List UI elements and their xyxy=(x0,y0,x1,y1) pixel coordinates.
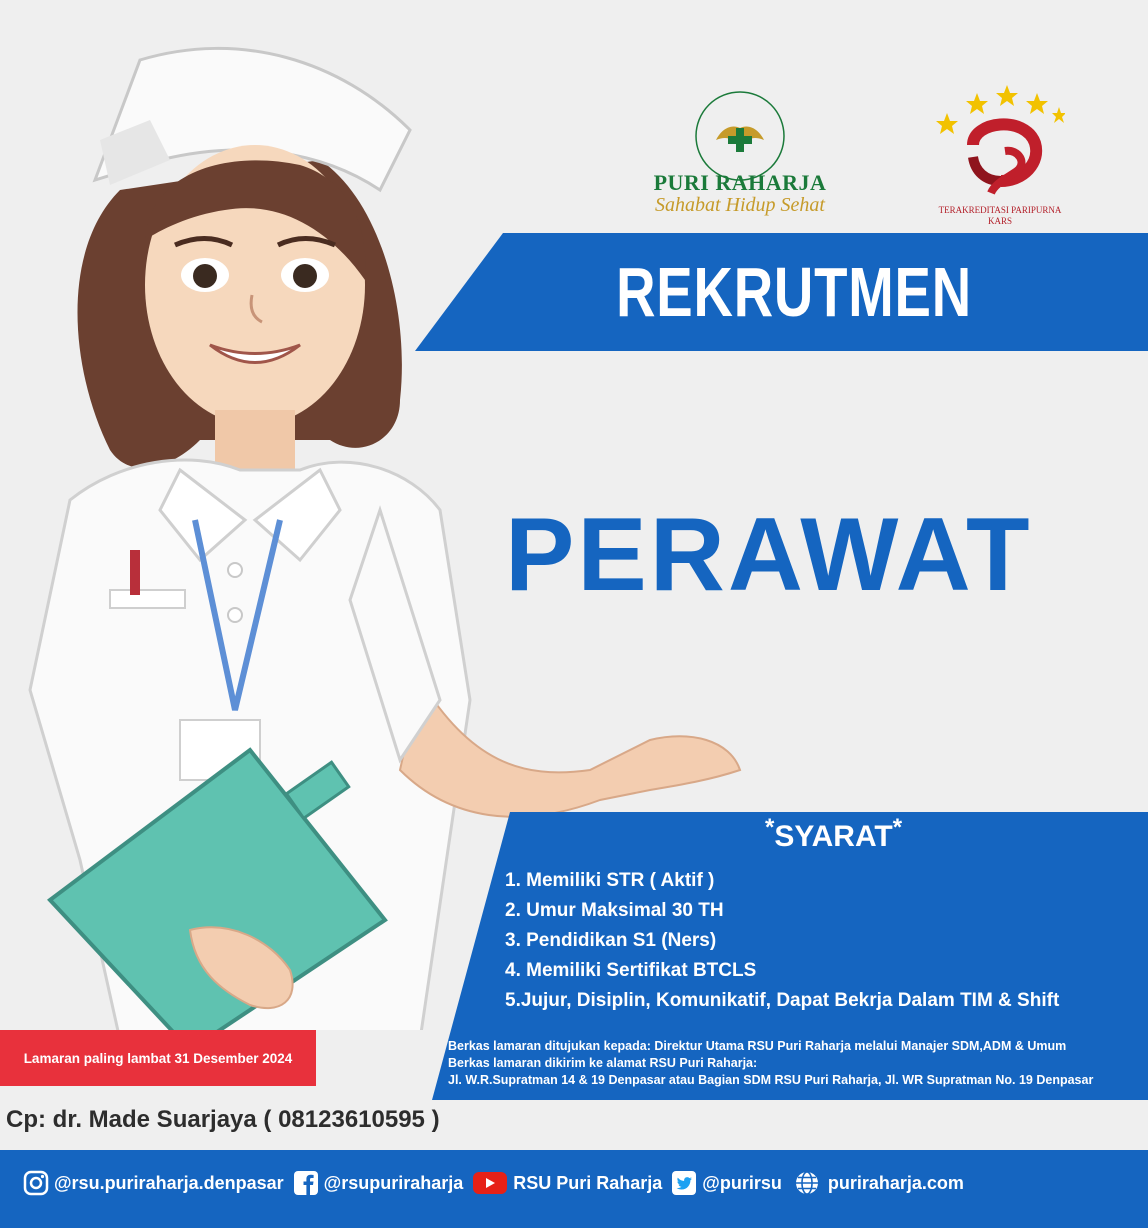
facebook-handle: @rsupuriraharja xyxy=(323,1172,464,1193)
twitter-icon xyxy=(670,1169,698,1197)
twitter-link[interactable] xyxy=(670,1169,782,1197)
youtube-link[interactable] xyxy=(471,1169,662,1197)
youtube-channel: RSU Puri Raharja xyxy=(513,1172,663,1193)
hospital-tagline: Sahabat Hidup Sehat xyxy=(655,194,825,216)
application-note: Berkas lamaran ditujukan kepada: Direktur Utama RSU Puri Raharja melalui Manajer SDM,ADM & Umum xyxy=(448,1039,1067,1053)
asterisk-icon: * xyxy=(765,814,775,841)
kars-accreditation-logo xyxy=(925,85,1075,235)
kars-emblem-icon xyxy=(935,85,1065,200)
requirement-item: 2. Umur Maksimal 30 TH xyxy=(505,900,724,921)
requirement-item: 4. Memiliki Sertifikat BTCLS xyxy=(505,960,757,981)
facebook-icon xyxy=(292,1169,320,1197)
puri-raharja-logo xyxy=(615,88,865,228)
facebook-link[interactable] xyxy=(292,1169,464,1197)
application-note: Jl. W.R.Supratman 14 & 19 Denpasar atau Bagian SDM RSU Puri Raharja, Jl. WR Supratman No. 19 Denpasar xyxy=(448,1073,1094,1087)
application-note: Berkas lamaran dikirim ke alamat RSU Puri Raharja: xyxy=(448,1056,758,1070)
requirement-item: 1. Memiliki STR ( Aktif ) xyxy=(505,870,715,891)
instagram-link[interactable] xyxy=(22,1169,284,1197)
asterisk-icon: * xyxy=(892,814,903,841)
website-url: puriraharja.com xyxy=(827,1172,964,1193)
requirements-title-text: SYARAT xyxy=(774,820,893,853)
website-link[interactable] xyxy=(790,1169,964,1197)
social-links xyxy=(22,1168,972,1198)
requirement-item: 3. Pendidikan S1 (Ners) xyxy=(505,930,717,951)
position-title: PERAWAT xyxy=(505,497,1033,613)
application-notes xyxy=(448,1038,1148,1089)
instagram-icon xyxy=(22,1169,50,1197)
instagram-handle: @rsu.puriraharja.denpasar xyxy=(54,1172,284,1193)
social-footer xyxy=(0,1150,1148,1228)
youtube-icon xyxy=(471,1169,509,1197)
accreditation-text: TERAKREDITASI PARIPURNA xyxy=(938,205,1062,215)
globe-icon xyxy=(790,1169,824,1197)
twitter-handle: @purirsu xyxy=(702,1172,782,1193)
hospital-name: PURI RAHARJA xyxy=(653,170,827,195)
deadline-badge: Lamaran paling lambat 31 Desember 2024 xyxy=(0,1030,316,1086)
accreditation-sub-text: KARS xyxy=(987,216,1012,226)
requirement-item: 5.Jujur, Disiplin, Komunikatif, Dapat Bekrja Dalam TIM & Shift xyxy=(505,990,1060,1011)
requirements-title xyxy=(765,814,903,854)
contact-person: Cp: dr. Made Suarjaya ( 08123610595 ) xyxy=(6,1106,440,1133)
banner-title: REKRUTMEN xyxy=(616,253,972,331)
requirements-list xyxy=(505,866,1145,1016)
accreditation-caption xyxy=(925,205,1075,227)
